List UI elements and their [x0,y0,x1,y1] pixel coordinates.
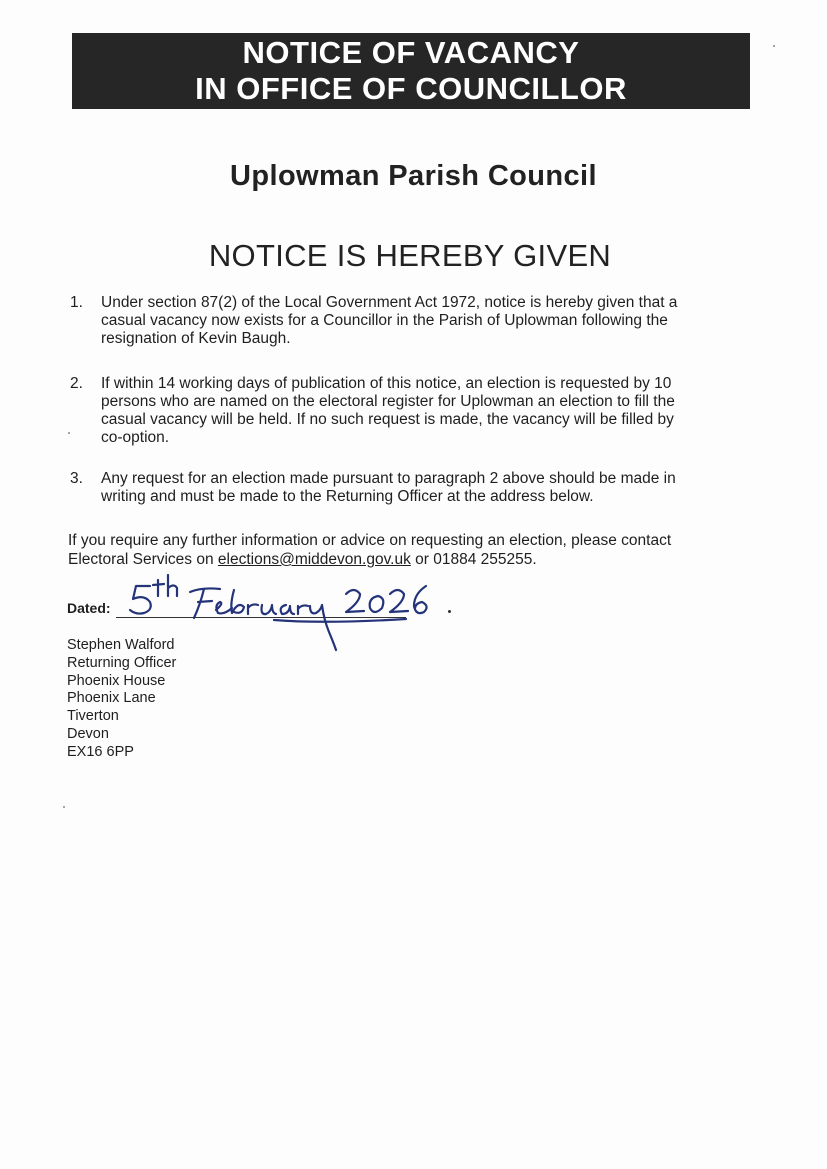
paragraph-3 [70,470,730,510]
banner-line-1: NOTICE OF VACANCY [242,35,580,70]
returning-officer-address [67,637,176,762]
address-town: Tiverton [67,708,119,725]
paragraph-text [101,470,731,506]
paragraph-line: If within 14 working days of publication of this notice, an election is requested by 10 [101,375,672,392]
address-postcode: EX16 6PP [67,743,134,760]
email-link[interactable]: elections@middevon.gov.uk [217,551,411,568]
scan-speck [68,432,70,434]
paragraph-number: 2. [70,375,83,392]
paragraph-text [101,294,731,348]
scan-speck [63,806,65,808]
paragraph-line: writing and must be made to the Returning Officer at the address below. [101,488,594,505]
officer-name: Stephen Walford [67,637,175,653]
contact-phone: or 01884 255255. [410,551,537,568]
contact-line-2 [68,550,748,569]
paragraph-line: Under section 87(2) of the Local Government Act 1972, notice is hereby given that a [101,294,678,311]
paragraph-number: 1. [70,294,83,311]
council-name: Uplowman Parish Council [230,160,597,192]
officer-title: Returning Officer [67,654,177,671]
address-line-1: Phoenix House [67,672,166,689]
scan-speck [773,45,775,47]
notice-heading: NOTICE IS HEREBY GIVEN [208,238,612,273]
address-county: Devon [67,725,109,742]
paragraph-line: resignation of Kevin Baugh. [101,330,291,347]
paragraph-line: casual vacancy now exists for a Councillor in the Parish of Uplowman following the [101,312,668,329]
banner-line-2: IN OFFICE OF COUNCILLOR [195,71,627,106]
paragraph-line: co-option. [101,429,170,446]
paragraph-2 [70,375,730,451]
paragraph-line: casual vacancy will be held. If no such request is made, the vacancy will be filled by [101,411,674,428]
title-banner [72,33,750,109]
contact-line-1: If you require any further information or advice on requesting an election, please contact [68,532,672,549]
paragraph-1 [70,294,730,354]
contact-prefix: Electoral Services on [68,551,218,568]
signature-dot [448,610,451,613]
paragraph-number: 3. [70,470,83,487]
address-line-2: Phoenix Lane [67,690,156,707]
paragraph-line: persons who are named on the electoral register for Uplowman an election to fill the [101,393,675,410]
dated-label: Dated: [67,600,111,616]
contact-information [68,531,748,569]
paragraph-line: Any request for an election made pursuant to paragraph 2 above should be made in [101,470,676,487]
paragraph-text [101,375,731,447]
